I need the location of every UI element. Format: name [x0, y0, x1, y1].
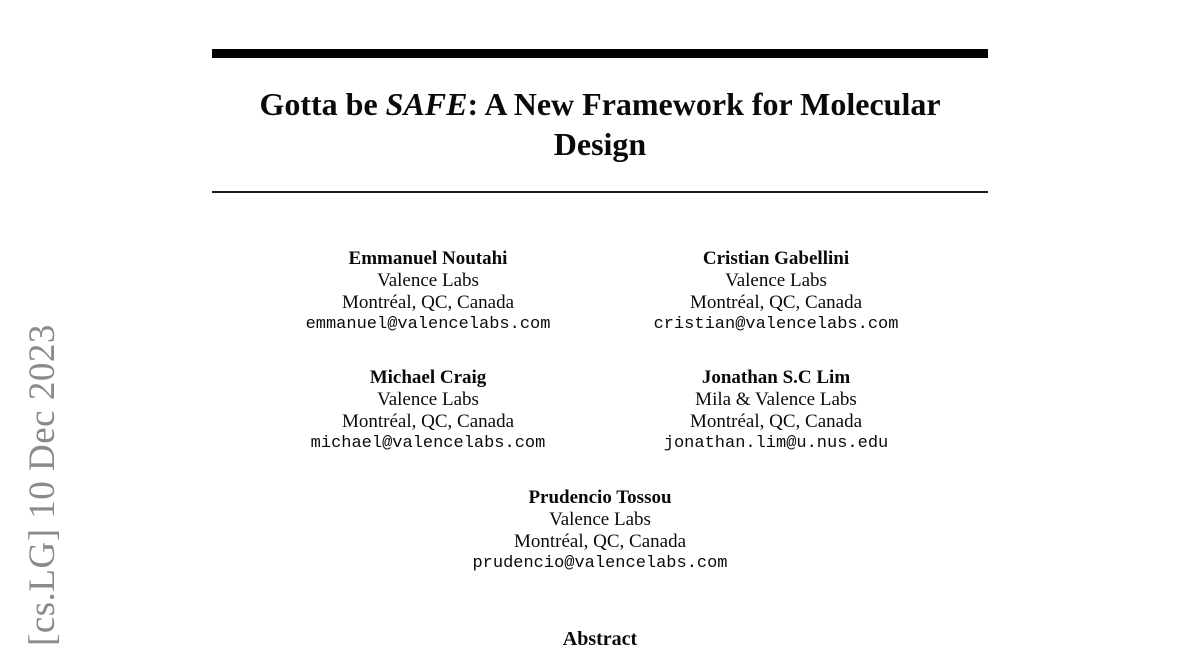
author-block-prudencio-tossou [420, 487, 780, 575]
author-affiliation: Valence Labs [549, 509, 651, 530]
author-name: Emmanuel Noutahi [348, 248, 508, 269]
author-location: Montréal, QC, Canada [341, 411, 514, 432]
paper-title [212, 84, 988, 164]
author-affiliation: Mila & Valence Labs [695, 389, 857, 410]
title-text-emph: SAFE [385, 86, 468, 122]
title-line2: Design [553, 126, 647, 162]
author-name: Jonathan S.C Lim [701, 367, 851, 388]
author-affiliation: Valence Labs [377, 270, 479, 291]
title-rule-bottom [212, 191, 988, 193]
author-location: Montréal, QC, Canada [341, 292, 514, 313]
author-affiliation: Valence Labs [377, 389, 479, 410]
author-email: cristian@valencelabs.com [653, 315, 899, 334]
author-block-emmanuel-noutahi [248, 248, 608, 336]
author-email: emmanuel@valencelabs.com [305, 315, 551, 334]
author-email: jonathan.lim@u.nus.edu [663, 434, 889, 453]
arxiv-watermark: [cs.LG] 10 Dec 2023 [22, 324, 63, 646]
author-block-michael-craig [248, 367, 608, 455]
author-name: Cristian Gabellini [702, 248, 850, 269]
title-text-post: : A New Framework for Molecular [467, 86, 941, 122]
author-affiliation: Valence Labs [725, 270, 827, 291]
author-email: prudencio@valencelabs.com [472, 554, 728, 573]
author-location: Montréal, QC, Canada [513, 531, 686, 552]
author-location: Montréal, QC, Canada [689, 292, 862, 313]
title-text-pre: Gotta be [259, 86, 386, 122]
author-name: Michael Craig [369, 367, 487, 388]
title-rule-top [212, 49, 988, 58]
author-block-jonathan-lim [596, 367, 956, 455]
author-name: Prudencio Tossou [528, 487, 672, 508]
author-email: michael@valencelabs.com [310, 434, 546, 453]
abstract-heading: Abstract [562, 628, 638, 650]
author-block-cristian-gabellini [596, 248, 956, 336]
author-location: Montréal, QC, Canada [689, 411, 862, 432]
